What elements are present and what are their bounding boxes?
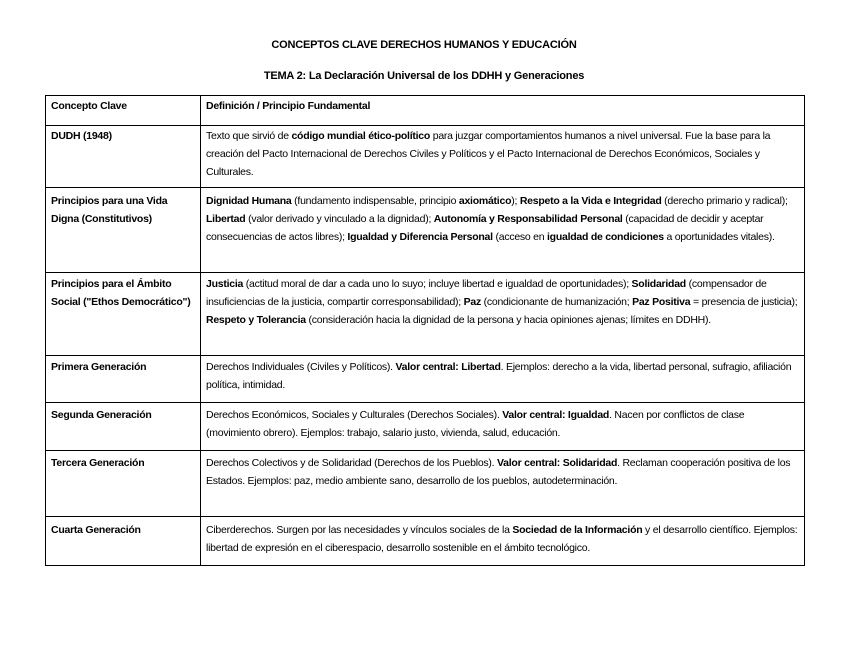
concept-cell: Tercera Generación (46, 451, 201, 517)
definition-text: (actitud moral de dar a cada uno lo suyo; incluye libertad e igualdad de oportunidades); (243, 278, 632, 290)
bold-term: Paz (463, 296, 481, 308)
column-header-concept: Concepto Clave (46, 96, 201, 126)
definition-text: Texto que sirvió de (206, 130, 292, 142)
definition-text: (compensador de insuficiencias de la justicia, compartir corresponsabilidad); (206, 278, 767, 308)
definition-text: Ciberderechos. Surgen por las necesidades y vínculos sociales de la (206, 524, 513, 536)
bold-term: Valor central: Libertad (395, 361, 501, 373)
definition-cell (201, 188, 805, 273)
definition-text: (acceso en (492, 231, 548, 243)
bold-term: código mundial ético-político (291, 130, 431, 142)
bold-term: Autonomía y Responsabilidad Personal (433, 213, 623, 225)
definition-text: (derecho primario y radical); (661, 195, 788, 207)
definition-cell (201, 403, 805, 451)
definition-text: (valor derivado y vinculado a la dignidad); (245, 213, 434, 225)
bold-term: Paz Positiva (632, 296, 691, 308)
definition-text: (condicionante de humanización; (480, 296, 633, 308)
definition-text: para juzgar comportamientos humanos a nivel universal. Fue la base para la creación del Pacto Internacional de Derechos Civiles y Políticos y el Pacto Internacional de Derechos Económicos, Sociales y Culturales. (206, 130, 771, 178)
table-row (46, 451, 805, 517)
definition-text: y el desarrollo científico. Ejemplos: libertad de expresión en el ciberespacio, desarrollo sostenible en el ámbito tecnológico. (206, 524, 798, 554)
bold-term: Libertad (206, 213, 246, 225)
definition-cell (201, 451, 805, 517)
bold-term: Respeto y Tolerancia (206, 314, 306, 326)
definition-text: . Nacen por conflictos de clase (movimiento obrero). Ejemplos: trabajo, salario justo, vivienda, salud, educación. (206, 409, 745, 439)
concept-cell: Primera Generación (46, 356, 201, 403)
concepts-table (45, 95, 805, 566)
bold-term: axiomático (458, 195, 512, 207)
concept-cell: Principios para una Vida Digna (Constitutivos) (46, 188, 201, 273)
definition-cell (201, 517, 805, 566)
definition-text: . Ejemplos: derecho a la vida, libertad personal, sufragio, afiliación política, intimidad. (206, 361, 792, 391)
definition-text: a oportunidades vitales). (663, 231, 775, 243)
table-row (46, 517, 805, 566)
bold-term: Respeto a la Vida e Integridad (519, 195, 662, 207)
table-header-row (46, 96, 805, 126)
table-row (46, 273, 805, 356)
bold-term: Sociedad de la Información (512, 524, 643, 536)
bold-term: Solidaridad (631, 278, 686, 290)
bold-term: Valor central: Igualdad (502, 409, 610, 421)
definition-text: (fundamento indispensable, principio (291, 195, 459, 207)
definition-text: ); (511, 195, 520, 207)
concept-cell: Principios para el Ámbito Social ("Ethos Democrático") (46, 273, 201, 356)
bold-term: igualdad de condiciones (547, 231, 664, 243)
column-header-definition: Definición / Principio Fundamental (201, 96, 805, 126)
concept-cell: DUDH (1948) (46, 126, 201, 188)
document-subtitle: TEMA 2: La Declaración Universal de los DDHH y Generaciones (263, 70, 585, 82)
definition-cell (201, 356, 805, 403)
table-row (46, 356, 805, 403)
definition-text: Derechos Individuales (Civiles y Políticos). (206, 361, 396, 373)
bold-term: Dignidad Humana (206, 195, 292, 207)
bold-term: Igualdad y Diferencia Personal (347, 231, 493, 243)
concept-cell: Segunda Generación (46, 403, 201, 451)
definition-text: Derechos Colectivos y de Solidaridad (Derechos de los Pueblos). (206, 457, 497, 469)
table-row (46, 403, 805, 451)
definition-cell (201, 126, 805, 188)
bold-term: Justicia (206, 278, 244, 290)
definition-text: (consideración hacia la dignidad de la persona y hacia opiniones ajenas; límites en DDHH). (305, 314, 711, 326)
definition-text: (capacidad de decidir y aceptar consecuencias de actos libres); (206, 213, 764, 243)
definition-text: = presencia de justicia); (690, 296, 798, 308)
definition-text: Derechos Económicos, Sociales y Culturales (Derechos Sociales). (206, 409, 503, 421)
concept-cell: Cuarta Generación (46, 517, 201, 566)
table-row (46, 126, 805, 188)
definition-cell (201, 273, 805, 356)
document-title: CONCEPTOS CLAVE DERECHOS HUMANOS Y EDUCACIÓN (271, 39, 577, 51)
definition-text: . Reclaman cooperación positiva de los Estados. Ejemplos: paz, medio ambiente sano, desarrollo de los pueblos, autodeterminación. (206, 457, 791, 487)
table-row (46, 188, 805, 273)
bold-term: Valor central: Solidaridad (497, 457, 618, 469)
